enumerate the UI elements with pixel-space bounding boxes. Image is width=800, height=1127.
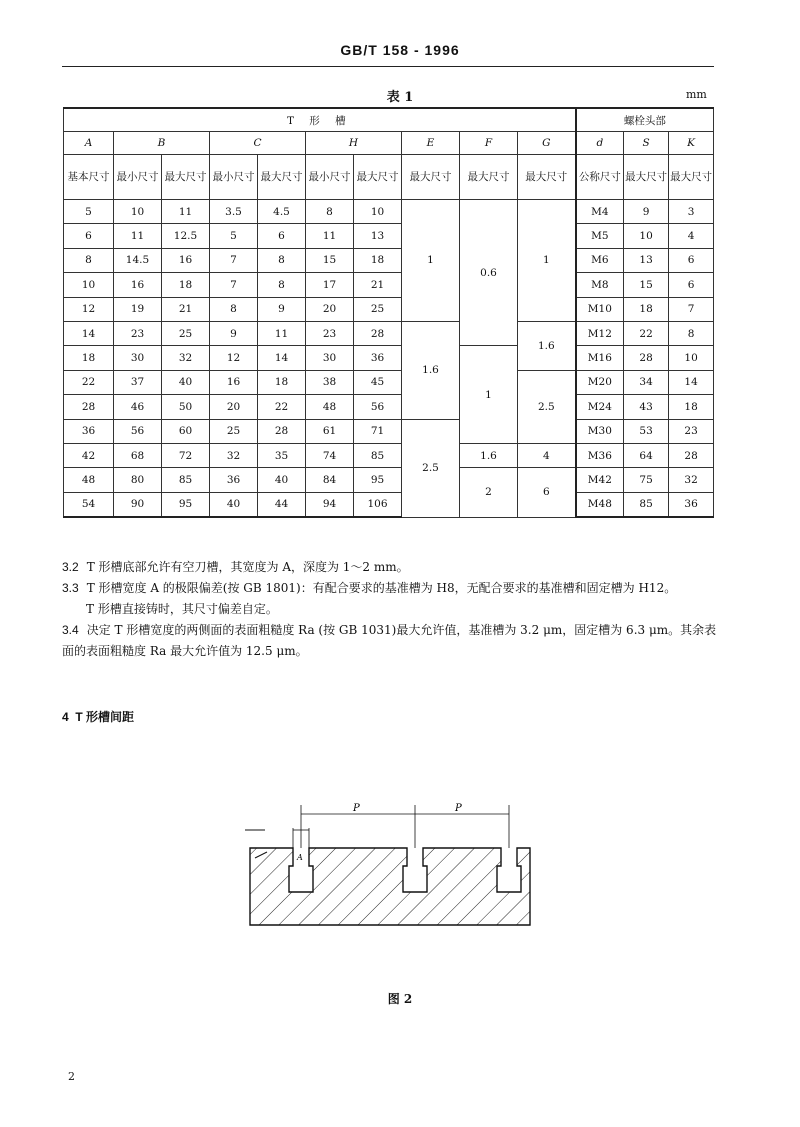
cell-k: 14: [669, 370, 714, 394]
cell-c-min: 40: [210, 492, 258, 517]
cell-s: 15: [624, 273, 669, 297]
cell-f-merged: 0.6: [460, 200, 518, 346]
cell-d: M20: [576, 370, 624, 394]
cell-s: 53: [624, 419, 669, 443]
clause-3-2: [62, 557, 718, 578]
col-header-c: C: [210, 132, 306, 155]
cell-s: 10: [624, 224, 669, 248]
cell-c-max: 4.5: [258, 200, 306, 224]
cell-b-max: 85: [162, 468, 210, 492]
cell-f-merged: 1: [460, 346, 518, 444]
cell-d: M8: [576, 273, 624, 297]
cell-f-merged: 1.6: [460, 443, 518, 467]
cell-a: 42: [64, 443, 114, 467]
cell-e-merged: 1: [402, 200, 460, 322]
cell-h-max: 85: [354, 443, 402, 467]
table-title: 表 1: [386, 90, 414, 105]
header-rule: [62, 66, 714, 67]
cell-k: 10: [669, 346, 714, 370]
cell-b-max: 50: [162, 395, 210, 419]
cell-s: 9: [624, 200, 669, 224]
table-row: [64, 395, 714, 419]
cell-b-min: 46: [114, 395, 162, 419]
col-header-g: G: [518, 132, 576, 155]
cell-s: 85: [624, 492, 669, 517]
cell-c-max: 8: [258, 248, 306, 272]
cell-c-max: 35: [258, 443, 306, 467]
subheader-b-max: 最大尺寸: [162, 155, 210, 200]
cell-c-min: 9: [210, 321, 258, 345]
cell-h-min: 15: [306, 248, 354, 272]
cell-b-max: 32: [162, 346, 210, 370]
subheader-d-nominal: 公称尺寸: [576, 155, 624, 200]
table-row: [64, 200, 714, 224]
cell-h-min: 38: [306, 370, 354, 394]
figure-caption: 图 2: [387, 992, 413, 1006]
table-row: [64, 224, 714, 248]
cell-h-max: 21: [354, 273, 402, 297]
cell-b-max: 21: [162, 297, 210, 321]
subheader-h-max: 最大尺寸: [354, 155, 402, 200]
cell-c-max: 9: [258, 297, 306, 321]
cell-h-min: 23: [306, 321, 354, 345]
cell-g-merged: 4: [518, 443, 576, 467]
cell-g-merged: 2.5: [518, 370, 576, 443]
cell-b-min: 56: [114, 419, 162, 443]
cell-c-min: 25: [210, 419, 258, 443]
cell-h-max: 13: [354, 224, 402, 248]
cell-a: 54: [64, 492, 114, 517]
dimension-label-a: A: [297, 853, 303, 862]
cell-b-min: 11: [114, 224, 162, 248]
cell-d: M5: [576, 224, 624, 248]
table-unit: mm: [686, 88, 707, 101]
cell-g-merged: 6: [518, 468, 576, 517]
group-header-t-slot: T 形 槽: [64, 108, 576, 132]
cell-a: 36: [64, 419, 114, 443]
cell-k: 18: [669, 395, 714, 419]
cell-a: 14: [64, 321, 114, 345]
cell-h-min: 17: [306, 273, 354, 297]
cell-c-min: 20: [210, 395, 258, 419]
cell-h-max: 56: [354, 395, 402, 419]
section-number: 4: [62, 710, 69, 724]
t-slot-spacing-figure: [245, 800, 535, 930]
cell-a: 18: [64, 346, 114, 370]
document-header: GB/T 158 - 1996: [340, 42, 460, 58]
cell-b-min: 30: [114, 346, 162, 370]
cell-c-min: 32: [210, 443, 258, 467]
cell-h-min: 74: [306, 443, 354, 467]
cell-h-max: 36: [354, 346, 402, 370]
cell-b-max: 25: [162, 321, 210, 345]
dimension-label-p: P: [353, 803, 360, 814]
cell-a: 48: [64, 468, 114, 492]
cell-a: 10: [64, 273, 114, 297]
cell-c-max: 14: [258, 346, 306, 370]
cell-d: M6: [576, 248, 624, 272]
subheader-h-min: 最小尺寸: [306, 155, 354, 200]
subheader-b-min: 最小尺寸: [114, 155, 162, 200]
cell-a: 28: [64, 395, 114, 419]
cell-b-min: 23: [114, 321, 162, 345]
group-header-bolt-head: 螺栓头部: [576, 108, 714, 132]
clause-number: 3.4: [62, 623, 79, 637]
clause-3-3-cast: T 形槽直接铸时，其尺寸偏差自定。: [86, 602, 278, 616]
cell-h-min: 20: [306, 297, 354, 321]
cell-h-min: 30: [306, 346, 354, 370]
table-row: [64, 443, 714, 467]
cell-s: 75: [624, 468, 669, 492]
cell-g-merged: 1: [518, 200, 576, 322]
cell-s: 13: [624, 248, 669, 272]
workpiece-section: [250, 848, 530, 925]
cell-h-max: 95: [354, 468, 402, 492]
subheader-s-max: 最大尺寸: [624, 155, 669, 200]
table-row: [64, 370, 714, 394]
section-title: T 形槽间距: [75, 710, 135, 724]
table-row: [64, 419, 714, 443]
cell-c-max: 6: [258, 224, 306, 248]
cell-k: 8: [669, 321, 714, 345]
clause-number: 3.3: [62, 581, 79, 595]
col-header-f: F: [460, 132, 518, 155]
cell-h-max: 10: [354, 200, 402, 224]
cell-a: 12: [64, 297, 114, 321]
col-header-s: S: [624, 132, 669, 155]
cell-h-min: 48: [306, 395, 354, 419]
cell-b-max: 16: [162, 248, 210, 272]
cell-s: 22: [624, 321, 669, 345]
t-slot-dimension-table: [63, 107, 714, 518]
cell-d: M30: [576, 419, 624, 443]
cell-d: M16: [576, 346, 624, 370]
subheader-e-max: 最大尺寸: [402, 155, 460, 200]
cell-b-min: 19: [114, 297, 162, 321]
cell-c-min: 16: [210, 370, 258, 394]
subheader-f-max: 最大尺寸: [460, 155, 518, 200]
cell-h-min: 84: [306, 468, 354, 492]
cell-k: 32: [669, 468, 714, 492]
cell-d: M24: [576, 395, 624, 419]
cell-b-min: 68: [114, 443, 162, 467]
table-row: [64, 248, 714, 272]
cell-d: M42: [576, 468, 624, 492]
cell-c-min: 8: [210, 297, 258, 321]
cell-s: 64: [624, 443, 669, 467]
clause-text: T 形槽宽度 A 的极限偏差(按 GB 1801)：有配合要求的基准槽为 H8，无配合要求的基准槽和固定槽为 H12。: [86, 581, 677, 595]
cell-b-min: 90: [114, 492, 162, 517]
cell-c-max: 18: [258, 370, 306, 394]
cell-h-min: 11: [306, 224, 354, 248]
subheader-k-max: 最大尺寸: [669, 155, 714, 200]
section-heading: [62, 708, 134, 725]
cell-c-max: 8: [258, 273, 306, 297]
cell-d: M36: [576, 443, 624, 467]
cell-k: 28: [669, 443, 714, 467]
cell-s: 43: [624, 395, 669, 419]
cell-b-min: 16: [114, 273, 162, 297]
cell-h-min: 8: [306, 200, 354, 224]
cell-k: 4: [669, 224, 714, 248]
cell-b-min: 37: [114, 370, 162, 394]
table-row: [64, 468, 714, 492]
cell-c-max: 11: [258, 321, 306, 345]
cell-b-min: 14.5: [114, 248, 162, 272]
cell-c-min: 36: [210, 468, 258, 492]
clause-text: 决定 T 形槽宽度的两侧面的表面粗糙度 Ra (按 GB 1031)最大允许值，基准槽为 3.2 μm，固定槽为 6.3 μm。其余表面的表面粗糙度 Ra 最大允许值为 12.5 μm。: [62, 623, 717, 658]
cell-h-max: 18: [354, 248, 402, 272]
cell-b-max: 95: [162, 492, 210, 517]
cell-c-max: 40: [258, 468, 306, 492]
clause-text: T 形槽底部允许有空刀槽，其宽度为 A，深度为 1～2 mm。: [86, 560, 409, 574]
clause-number: 3.2: [62, 560, 79, 574]
dimension-label-p: P: [455, 803, 462, 814]
cell-k: 6: [669, 248, 714, 272]
cell-b-max: 18: [162, 273, 210, 297]
cell-b-max: 60: [162, 419, 210, 443]
cell-g-merged: 1.6: [518, 321, 576, 370]
table-row: [64, 297, 714, 321]
cell-c-min: 3.5: [210, 200, 258, 224]
cell-s: 28: [624, 346, 669, 370]
page-number: 2: [68, 1070, 75, 1083]
cell-k: 36: [669, 492, 714, 517]
subheader-c-max: 最大尺寸: [258, 155, 306, 200]
cell-k: 6: [669, 273, 714, 297]
table-row: [64, 492, 714, 517]
cell-c-min: 7: [210, 273, 258, 297]
cell-c-min: 5: [210, 224, 258, 248]
table-row: [64, 273, 714, 297]
col-header-a: A: [64, 132, 114, 155]
cell-b-max: 11: [162, 200, 210, 224]
cell-a: 5: [64, 200, 114, 224]
clause-3-4: [62, 620, 718, 662]
cell-h-max: 25: [354, 297, 402, 321]
cell-c-max: 28: [258, 419, 306, 443]
cell-h-max: 28: [354, 321, 402, 345]
cell-d: M4: [576, 200, 624, 224]
cell-h-max: 45: [354, 370, 402, 394]
cell-h-min: 61: [306, 419, 354, 443]
cell-c-max: 22: [258, 395, 306, 419]
cell-s: 34: [624, 370, 669, 394]
cell-s: 18: [624, 297, 669, 321]
clause-notes: [62, 557, 718, 662]
cell-h-max: 71: [354, 419, 402, 443]
cell-c-max: 44: [258, 492, 306, 517]
col-header-h: H: [306, 132, 402, 155]
cell-d: M48: [576, 492, 624, 517]
cell-k: 3: [669, 200, 714, 224]
cell-c-min: 12: [210, 346, 258, 370]
cell-b-min: 80: [114, 468, 162, 492]
cell-f-merged: 2: [460, 468, 518, 517]
cell-b-max: 12.5: [162, 224, 210, 248]
cell-h-min: 94: [306, 492, 354, 517]
cell-a: 22: [64, 370, 114, 394]
table-row: [64, 346, 714, 370]
cell-h-max: 106: [354, 492, 402, 517]
col-header-d: d: [576, 132, 624, 155]
cell-d: M10: [576, 297, 624, 321]
cell-b-min: 10: [114, 200, 162, 224]
clause-3-3: [62, 578, 718, 599]
table-row: [64, 321, 714, 345]
col-header-b: B: [114, 132, 210, 155]
cell-c-min: 7: [210, 248, 258, 272]
cell-b-max: 40: [162, 370, 210, 394]
col-header-k: K: [669, 132, 714, 155]
cell-e-merged: 2.5: [402, 419, 460, 517]
cell-a: 8: [64, 248, 114, 272]
col-header-e: E: [402, 132, 460, 155]
cell-b-max: 72: [162, 443, 210, 467]
cell-a: 6: [64, 224, 114, 248]
subheader-a-basic: 基本尺寸: [64, 155, 114, 200]
cell-k: 23: [669, 419, 714, 443]
subheader-c-min: 最小尺寸: [210, 155, 258, 200]
cell-k: 7: [669, 297, 714, 321]
cell-d: M12: [576, 321, 624, 345]
subheader-g-max: 最大尺寸: [518, 155, 576, 200]
cell-e-merged: 1.6: [402, 321, 460, 419]
